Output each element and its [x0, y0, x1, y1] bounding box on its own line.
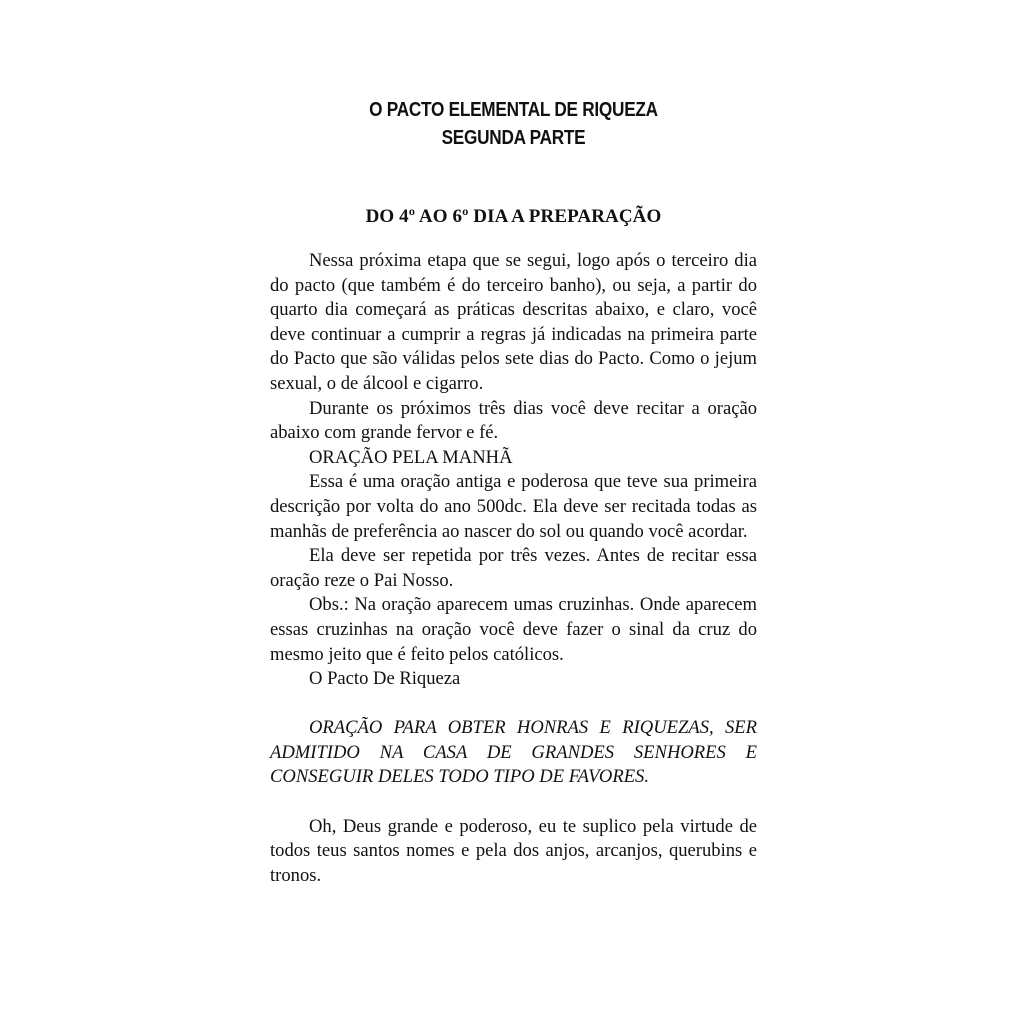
document-title — [304, 96, 723, 152]
section-heading: DO 4º AO 6º DIA A PREPARAÇÃO — [365, 206, 662, 227]
closing-text — [270, 815, 757, 889]
paragraph-morning-heading: ORAÇÃO PELA MANHÃ — [309, 446, 513, 468]
paragraph-closing: Oh, Deus grande e poderoso, eu te suplico pela virtude de todos teus santos nomes e pela dos anjos, arcanjos, querubins e tronos. — [270, 815, 757, 886]
paragraph-repeat: Ela deve ser repetida por três vezes. Antes de recitar essa oração reze o Pai Nosso. — [270, 545, 757, 591]
document-page — [270, 96, 757, 888]
paragraph-ancient-prayer: Essa é uma oração antiga e poderosa que teve sua primeira descrição por volta do ano 500dc. Ela deve ser recitada todas as manhãs de preferência ao nascer do sol ou quando você acordar. — [270, 471, 757, 542]
title-line-2: SEGUNDA PARTE — [441, 127, 586, 149]
title-line-1: O PACTO ELEMENTAL DE RIQUEZA — [369, 99, 658, 121]
paragraph-next-days: Durante os próximos três dias você deve recitar a oração abaixo com grande fervor e fé. — [270, 397, 757, 444]
paragraph-intro: Nessa próxima etapa que se segui, logo após o terceiro dia do pacto (que também é do terceiro banho), ou seja, a partir do quarto dia começará as práticas descritas abaixo, e claro, você deve continuar a cumprir a regras já indicadas na primeira parte do Pacto que são válidas pelos sete dias do Pacto. Como o jejum sexual, o de álcool e cigarro. — [270, 250, 757, 394]
body-text — [270, 249, 757, 692]
prayer-title: ORAÇÃO PARA OBTER HONRAS E RIQUEZAS, SER ADMITIDO NA CASA DE GRANDES SENHORES E CONSEGUIR DELES TODO TIPO DE FAVORES. — [270, 717, 757, 788]
paragraph-observation: Obs.: Na oração aparecem umas cruzinhas. Onde aparecem essas cruzinhas na oração você deve fazer o sinal da cruz do mesmo jeito que é feito pelos católicos. — [270, 594, 757, 665]
paragraph-pact-name: O Pacto De Riqueza — [309, 668, 461, 690]
